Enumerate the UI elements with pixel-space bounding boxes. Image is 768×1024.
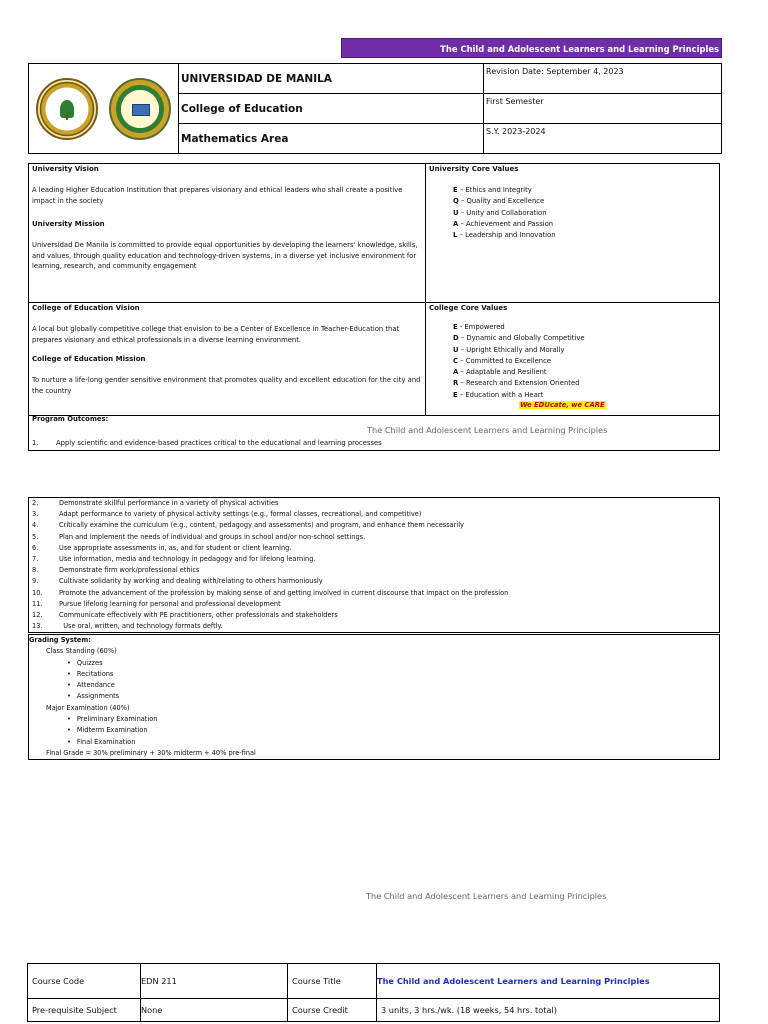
outcome-text: Plan and implement the needs of individual and groups in school and/or non-school settings. bbox=[59, 532, 366, 541]
core-value-letter: R bbox=[453, 379, 459, 388]
area-name: Mathematics Area bbox=[179, 124, 484, 154]
revision-date: Revision Date: September 4, 2023 bbox=[484, 64, 722, 94]
grading-item: • Attendance bbox=[77, 680, 719, 691]
university-vision-title: University Vision bbox=[32, 165, 99, 173]
grading-item: • Recitations bbox=[77, 669, 719, 680]
core-value-text: – Adaptable and Resilient bbox=[458, 368, 547, 377]
college-core-values-title: College Core Values bbox=[429, 304, 508, 312]
program-outcomes-title: Program Outcomes: bbox=[32, 415, 109, 423]
major-exam-items bbox=[29, 714, 719, 748]
program-outcome-item bbox=[29, 532, 719, 543]
program-outcome-item bbox=[29, 599, 719, 610]
core-value-text: – Dynamic and Globally Competitive bbox=[458, 334, 585, 343]
course-code-label: Course Code bbox=[28, 964, 141, 999]
college-core-values-list bbox=[453, 322, 716, 401]
core-value-letter: C bbox=[453, 356, 458, 365]
college-name: College of Education bbox=[179, 94, 484, 124]
program-outcome-item bbox=[29, 554, 719, 565]
course-title-banner bbox=[341, 38, 722, 58]
outcome-text: Demonstrate firm work/professional ethics bbox=[59, 566, 200, 575]
program-outcome-item bbox=[29, 543, 719, 554]
college-mission-title: College of Education Mission bbox=[32, 355, 146, 363]
college-vision-text: A local but globally competitive college that envision to be a Center of Excellence in Teacher-Education that prepares visionary and ethical professionals in a diverse learning environment. bbox=[32, 325, 400, 344]
program-outcome-item bbox=[29, 509, 719, 520]
outcome-number: 2. bbox=[32, 499, 39, 507]
university-vision-mission-cell bbox=[29, 164, 426, 303]
university-core-values-title: University Core Values bbox=[429, 165, 519, 173]
core-value-letter: E bbox=[453, 390, 458, 399]
core-value-letter: A bbox=[453, 219, 459, 228]
university-seal-icon bbox=[36, 78, 98, 140]
outcome-number: 12. bbox=[32, 611, 43, 620]
prereq-label: Pre-requisite Subject bbox=[28, 999, 141, 1022]
college-core-values-item bbox=[453, 367, 716, 378]
outcome-text: Adapt performance to variety of physical activity settings (e.g., formal classes, recreational, and competitive) bbox=[59, 510, 422, 519]
program-outcome-item bbox=[29, 520, 719, 531]
college-core-values-cell bbox=[426, 303, 720, 416]
college-core-values-item bbox=[453, 390, 716, 401]
outcome-text: Use information, media and technology in pedagogy and for lifelong learning. bbox=[59, 555, 316, 564]
core-value-text: – Upright Ethically and Morally bbox=[458, 345, 565, 354]
course-title-label: Course Title bbox=[288, 964, 377, 999]
grading-title: Grading System: bbox=[29, 636, 91, 644]
school-year: S.Y. 2023-2024 bbox=[484, 124, 722, 154]
outcome-number: 13. bbox=[32, 622, 43, 631]
college-core-values-item bbox=[453, 356, 716, 367]
core-value-letter: E bbox=[453, 323, 458, 331]
college-core-values-item bbox=[453, 345, 716, 356]
university-core-values-item bbox=[453, 196, 716, 207]
core-value-text: – Ethics and Integrity bbox=[457, 186, 532, 194]
outcome-text: Promote the advancement of the profession by making sense of and getting involved in current discourse that impact on the profession bbox=[59, 588, 509, 597]
college-mission-text: To nurture a life-long gender sensitive environment that promotes quality and excellent education for the city and the country bbox=[32, 376, 421, 395]
university-mission-text: Universidad De Manila is committed to provide equal opportunities by developing the learners' knowledge, skills, and values, through quality education and technology-driven systems, in a diverse yet inclusive environment for learning, research, and community engagement bbox=[32, 241, 418, 270]
outcome-text: Use appropriate assessments in, as, and for student or client learning. bbox=[59, 543, 292, 552]
course-credit-label: Course Credit bbox=[288, 999, 377, 1022]
program-outcome-item bbox=[29, 621, 719, 632]
university-name: UNIVERSIDAD DE MANILA bbox=[179, 64, 484, 94]
outcome-text: Cultivate solidarity by working and dealing with/relating to others harmoniously bbox=[59, 577, 323, 586]
college-seal-icon bbox=[109, 78, 171, 140]
core-value-text: – Quality and Excellence bbox=[458, 197, 545, 206]
class-standing: Class Standing (60%) bbox=[46, 647, 117, 656]
core-value-letter: U bbox=[453, 345, 459, 354]
college-core-values-item bbox=[453, 333, 716, 344]
program-outcome-item bbox=[29, 610, 719, 621]
grading-system-block bbox=[28, 634, 720, 760]
outcome-text: Demonstrate skillful performance in a variety of physical activities bbox=[59, 499, 279, 507]
college-core-values-item bbox=[453, 322, 716, 333]
outcome-number: 4. bbox=[32, 521, 39, 530]
university-core-values-list bbox=[453, 185, 716, 241]
outcome-number: 10. bbox=[32, 588, 43, 597]
university-core-values-item bbox=[453, 185, 716, 196]
college-vision-mission-cell bbox=[29, 303, 426, 416]
program-outcome-1 bbox=[32, 439, 382, 447]
course-info-table bbox=[27, 963, 720, 1022]
core-value-letter: E bbox=[453, 186, 458, 194]
core-value-letter: Q bbox=[453, 197, 459, 206]
final-grade-formula: Final Grade = 30% preliminary + 30% midterm + 40% pre-final bbox=[46, 748, 256, 757]
outcome-text: Apply scientific and evidence-based practices critical to the educational and learning processes bbox=[56, 439, 382, 447]
core-value-letter: U bbox=[453, 208, 459, 217]
program-outcome-item bbox=[29, 498, 719, 509]
university-core-values-item bbox=[453, 219, 716, 230]
core-value-text: – Education with a Heart bbox=[457, 390, 544, 399]
core-value-text: – Achievement and Passion bbox=[458, 219, 554, 228]
vision-mission-table bbox=[28, 163, 720, 416]
outcome-text: Critically examine the curriculum (e.g., content, pedagogy and assessments) and program, and enhance them necessarily bbox=[59, 521, 464, 530]
banner-text: The Child and Adolescent Learners and Learning Principles bbox=[440, 44, 719, 54]
core-value-text: – Leadership and Innovation bbox=[457, 231, 556, 240]
program-outcomes-block bbox=[28, 414, 720, 451]
outcome-number: 9. bbox=[32, 577, 39, 586]
outcome-text: Communicate effectively with PE practitioners, other professionals and stakeholders bbox=[59, 611, 338, 620]
outcome-number: 5. bbox=[32, 532, 39, 541]
university-vision-text: A leading Higher Education Institution that prepares visionary and ethical leaders who shall create a positive impact in the society bbox=[32, 186, 403, 205]
university-mission-title: University Mission bbox=[32, 220, 105, 228]
header-table bbox=[28, 63, 722, 154]
outcome-number: 3. bbox=[32, 510, 39, 519]
grading-item: • Assignments bbox=[77, 691, 719, 702]
grading-item: • Quizzes bbox=[77, 658, 719, 669]
program-outcome-item bbox=[29, 576, 719, 587]
outcome-number: 8. bbox=[32, 566, 39, 575]
course-credit: 3 units, 3 hrs./wk. (18 weeks, 54 hrs. total) bbox=[377, 999, 720, 1022]
class-standing-items bbox=[29, 658, 719, 703]
prereq-value: None bbox=[141, 999, 288, 1022]
college-vision-title: College of Education Vision bbox=[32, 304, 140, 312]
outcome-text: Pursue lifelong learning for personal and professional development bbox=[59, 599, 281, 608]
university-core-values-item bbox=[453, 208, 716, 219]
course-title: The Child and Adolescent Learners and Learning Principles bbox=[377, 964, 720, 999]
core-value-letter: A bbox=[453, 368, 459, 377]
semester: First Semester bbox=[484, 94, 722, 124]
grading-item: • Midterm Examination bbox=[77, 725, 719, 736]
footer-watermark: The Child and Adolescent Learners and Learning Principles bbox=[366, 891, 607, 901]
core-value-letter: D bbox=[453, 334, 459, 343]
major-examination: Major Examination (40%) bbox=[46, 703, 130, 712]
course-code: EDN 211 bbox=[141, 964, 288, 999]
core-value-text: – Research and Extension Oriented bbox=[458, 379, 580, 388]
grading-item: • Final Examination bbox=[77, 737, 719, 748]
grading-item: • Preliminary Examination bbox=[77, 714, 719, 725]
core-value-text: – Committed to Excellence bbox=[458, 356, 552, 365]
college-slogan: We EDUcate, we CARE bbox=[520, 401, 605, 410]
outcome-number: 6. bbox=[32, 543, 39, 552]
outcome-number: 11. bbox=[32, 599, 43, 608]
outcome-number: 7. bbox=[32, 555, 39, 564]
core-value-letter: L bbox=[453, 231, 458, 240]
program-outcome-item bbox=[29, 565, 719, 576]
outcome-number: 1. bbox=[32, 439, 39, 447]
program-outcome-item bbox=[29, 588, 719, 599]
program-outcomes-list bbox=[28, 497, 720, 633]
university-core-values-item bbox=[453, 230, 716, 241]
program-outcomes-watermark: The Child and Adolescent Learners and Learning Principles bbox=[367, 425, 608, 435]
university-core-values-cell bbox=[426, 164, 720, 303]
college-core-values-item bbox=[453, 378, 716, 389]
outcome-text: Use oral, written, and technology formats deftly. bbox=[59, 622, 223, 631]
core-value-text: – Unity and Collaboration bbox=[458, 208, 547, 217]
logos-cell bbox=[29, 64, 179, 154]
core-value-text: - Empowered bbox=[457, 323, 505, 331]
